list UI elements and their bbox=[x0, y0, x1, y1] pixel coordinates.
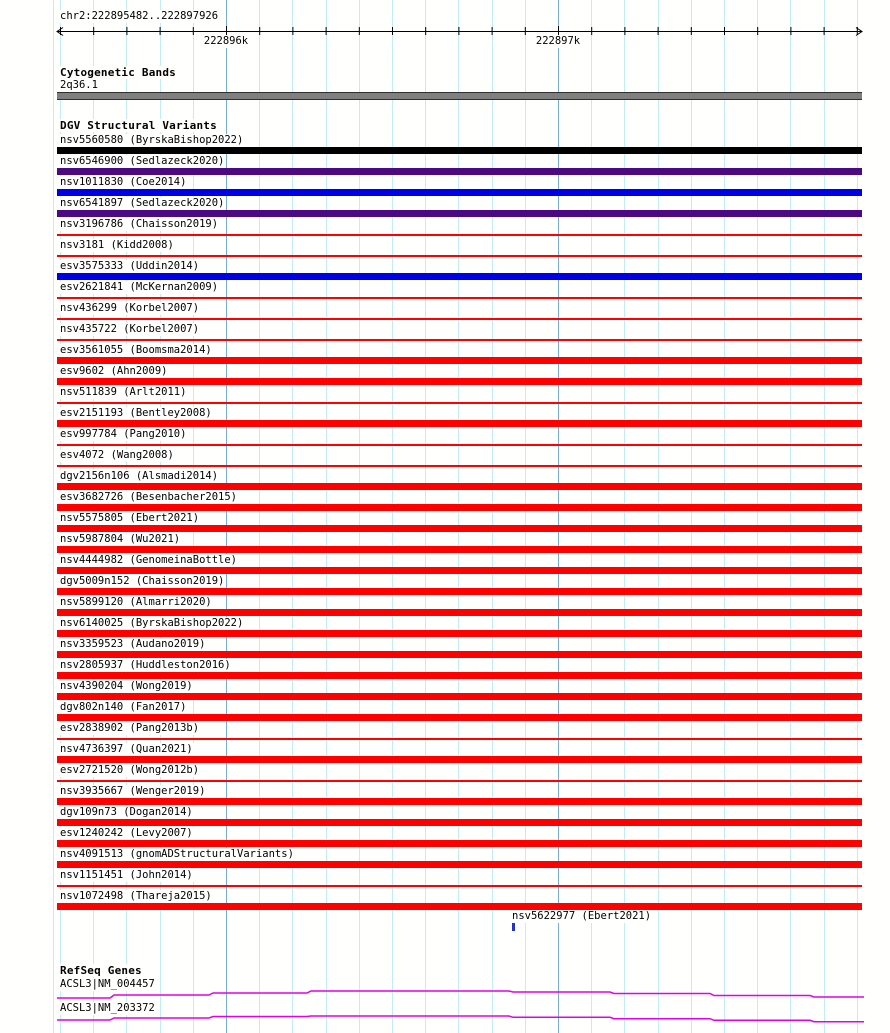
variant-label[interactable]: esv3561055 (Boomsma2014) bbox=[60, 344, 212, 356]
variant-label[interactable]: esv4072 (Wang2008) bbox=[60, 449, 174, 461]
variant-label[interactable]: nsv1151451 (John2014) bbox=[60, 869, 193, 881]
variant-label[interactable]: nsv4736397 (Quan2021) bbox=[60, 743, 193, 755]
variant-label[interactable]: esv3682726 (Besenbacher2015) bbox=[60, 491, 238, 503]
variant-label[interactable]: nsv1011830 (Coe2014) bbox=[60, 176, 187, 188]
genes-section-title: RefSeq Genes bbox=[60, 964, 142, 977]
ruler-tick-label: 222897k bbox=[535, 35, 581, 47]
variant-label[interactable]: nsv5899120 (Almarri2020) bbox=[60, 596, 212, 608]
variant-label[interactable]: nsv6541897 (Sedlazeck2020) bbox=[60, 197, 225, 209]
variant-label[interactable]: esv1240242 (Levy2007) bbox=[60, 827, 193, 839]
cytobands-section-title: Cytogenetic Bands bbox=[60, 66, 176, 79]
variant-label[interactable]: dgv109n73 (Dogan2014) bbox=[60, 806, 193, 818]
gene-structure-line[interactable] bbox=[57, 991, 864, 998]
variant-label[interactable]: nsv4444982 (GenomeinaBottle) bbox=[60, 554, 238, 566]
variant-label[interactable]: esv2721520 (Wong2012b) bbox=[60, 764, 200, 776]
variant-label[interactable]: nsv5622977 (Ebert2021) bbox=[512, 910, 652, 922]
variant-label[interactable]: esv2621841 (McKernan2009) bbox=[60, 281, 219, 293]
variant-label[interactable]: esv2838902 (Pang2013b) bbox=[60, 722, 200, 734]
variants-section-title: DGV Structural Variants bbox=[60, 119, 217, 132]
variant-label[interactable]: nsv435722 (Korbel2007) bbox=[60, 323, 200, 335]
variant-label[interactable]: dgv802n140 (Fan2017) bbox=[60, 701, 187, 713]
variant-label[interactable]: nsv4091513 (gnomADStructuralVariants) bbox=[60, 848, 294, 860]
variant-label[interactable]: nsv4390204 (Wong2019) bbox=[60, 680, 193, 692]
variant-label[interactable]: nsv6140025 (ByrskaBishop2022) bbox=[60, 617, 244, 629]
gene-structure-line[interactable] bbox=[57, 1016, 864, 1022]
variant-label[interactable]: esv3575333 (Uddin2014) bbox=[60, 260, 200, 272]
gene-transcript-label[interactable]: ACSL3|NM_004457 bbox=[60, 978, 155, 990]
variant-label[interactable]: nsv5987804 (Wu2021) bbox=[60, 533, 181, 545]
gene-transcript-label[interactable]: ACSL3|NM_203372 bbox=[60, 1002, 155, 1014]
variant-label[interactable]: nsv3935667 (Wenger2019) bbox=[60, 785, 206, 797]
variant-label[interactable]: dgv5009n152 (Chaisson2019) bbox=[60, 575, 225, 587]
variant-label[interactable]: nsv3181 (Kidd2008) bbox=[60, 239, 174, 251]
variant-label[interactable]: esv997784 (Pang2010) bbox=[60, 428, 187, 440]
variant-label[interactable]: nsv511839 (Arlt2011) bbox=[60, 386, 187, 398]
variant-label[interactable]: esv9602 (Ahn2009) bbox=[60, 365, 168, 377]
variant-label[interactable]: nsv3196786 (Chaisson2019) bbox=[60, 218, 219, 230]
variant-label[interactable]: nsv3359523 (Audano2019) bbox=[60, 638, 206, 650]
ruler-tick-label: 222896k bbox=[203, 35, 249, 47]
variant-label[interactable]: dgv2156n106 (Alsmadi2014) bbox=[60, 470, 219, 482]
variant-label[interactable]: nsv2805937 (Huddleston2016) bbox=[60, 659, 231, 671]
variant-label[interactable]: nsv6546900 (Sedlazeck2020) bbox=[60, 155, 225, 167]
cytoband-label[interactable]: 2q36.1 bbox=[60, 79, 98, 91]
variant-label[interactable]: nsv1072498 (Thareja2015) bbox=[60, 890, 212, 902]
variant-label[interactable]: nsv5560580 (ByrskaBishop2022) bbox=[60, 134, 244, 146]
variant-label[interactable]: nsv5575805 (Ebert2021) bbox=[60, 512, 200, 524]
variant-label[interactable]: nsv436299 (Korbel2007) bbox=[60, 302, 200, 314]
region-label: chr2:222895482..222897926 bbox=[60, 10, 219, 22]
variant-label[interactable]: esv2151193 (Bentley2008) bbox=[60, 407, 212, 419]
